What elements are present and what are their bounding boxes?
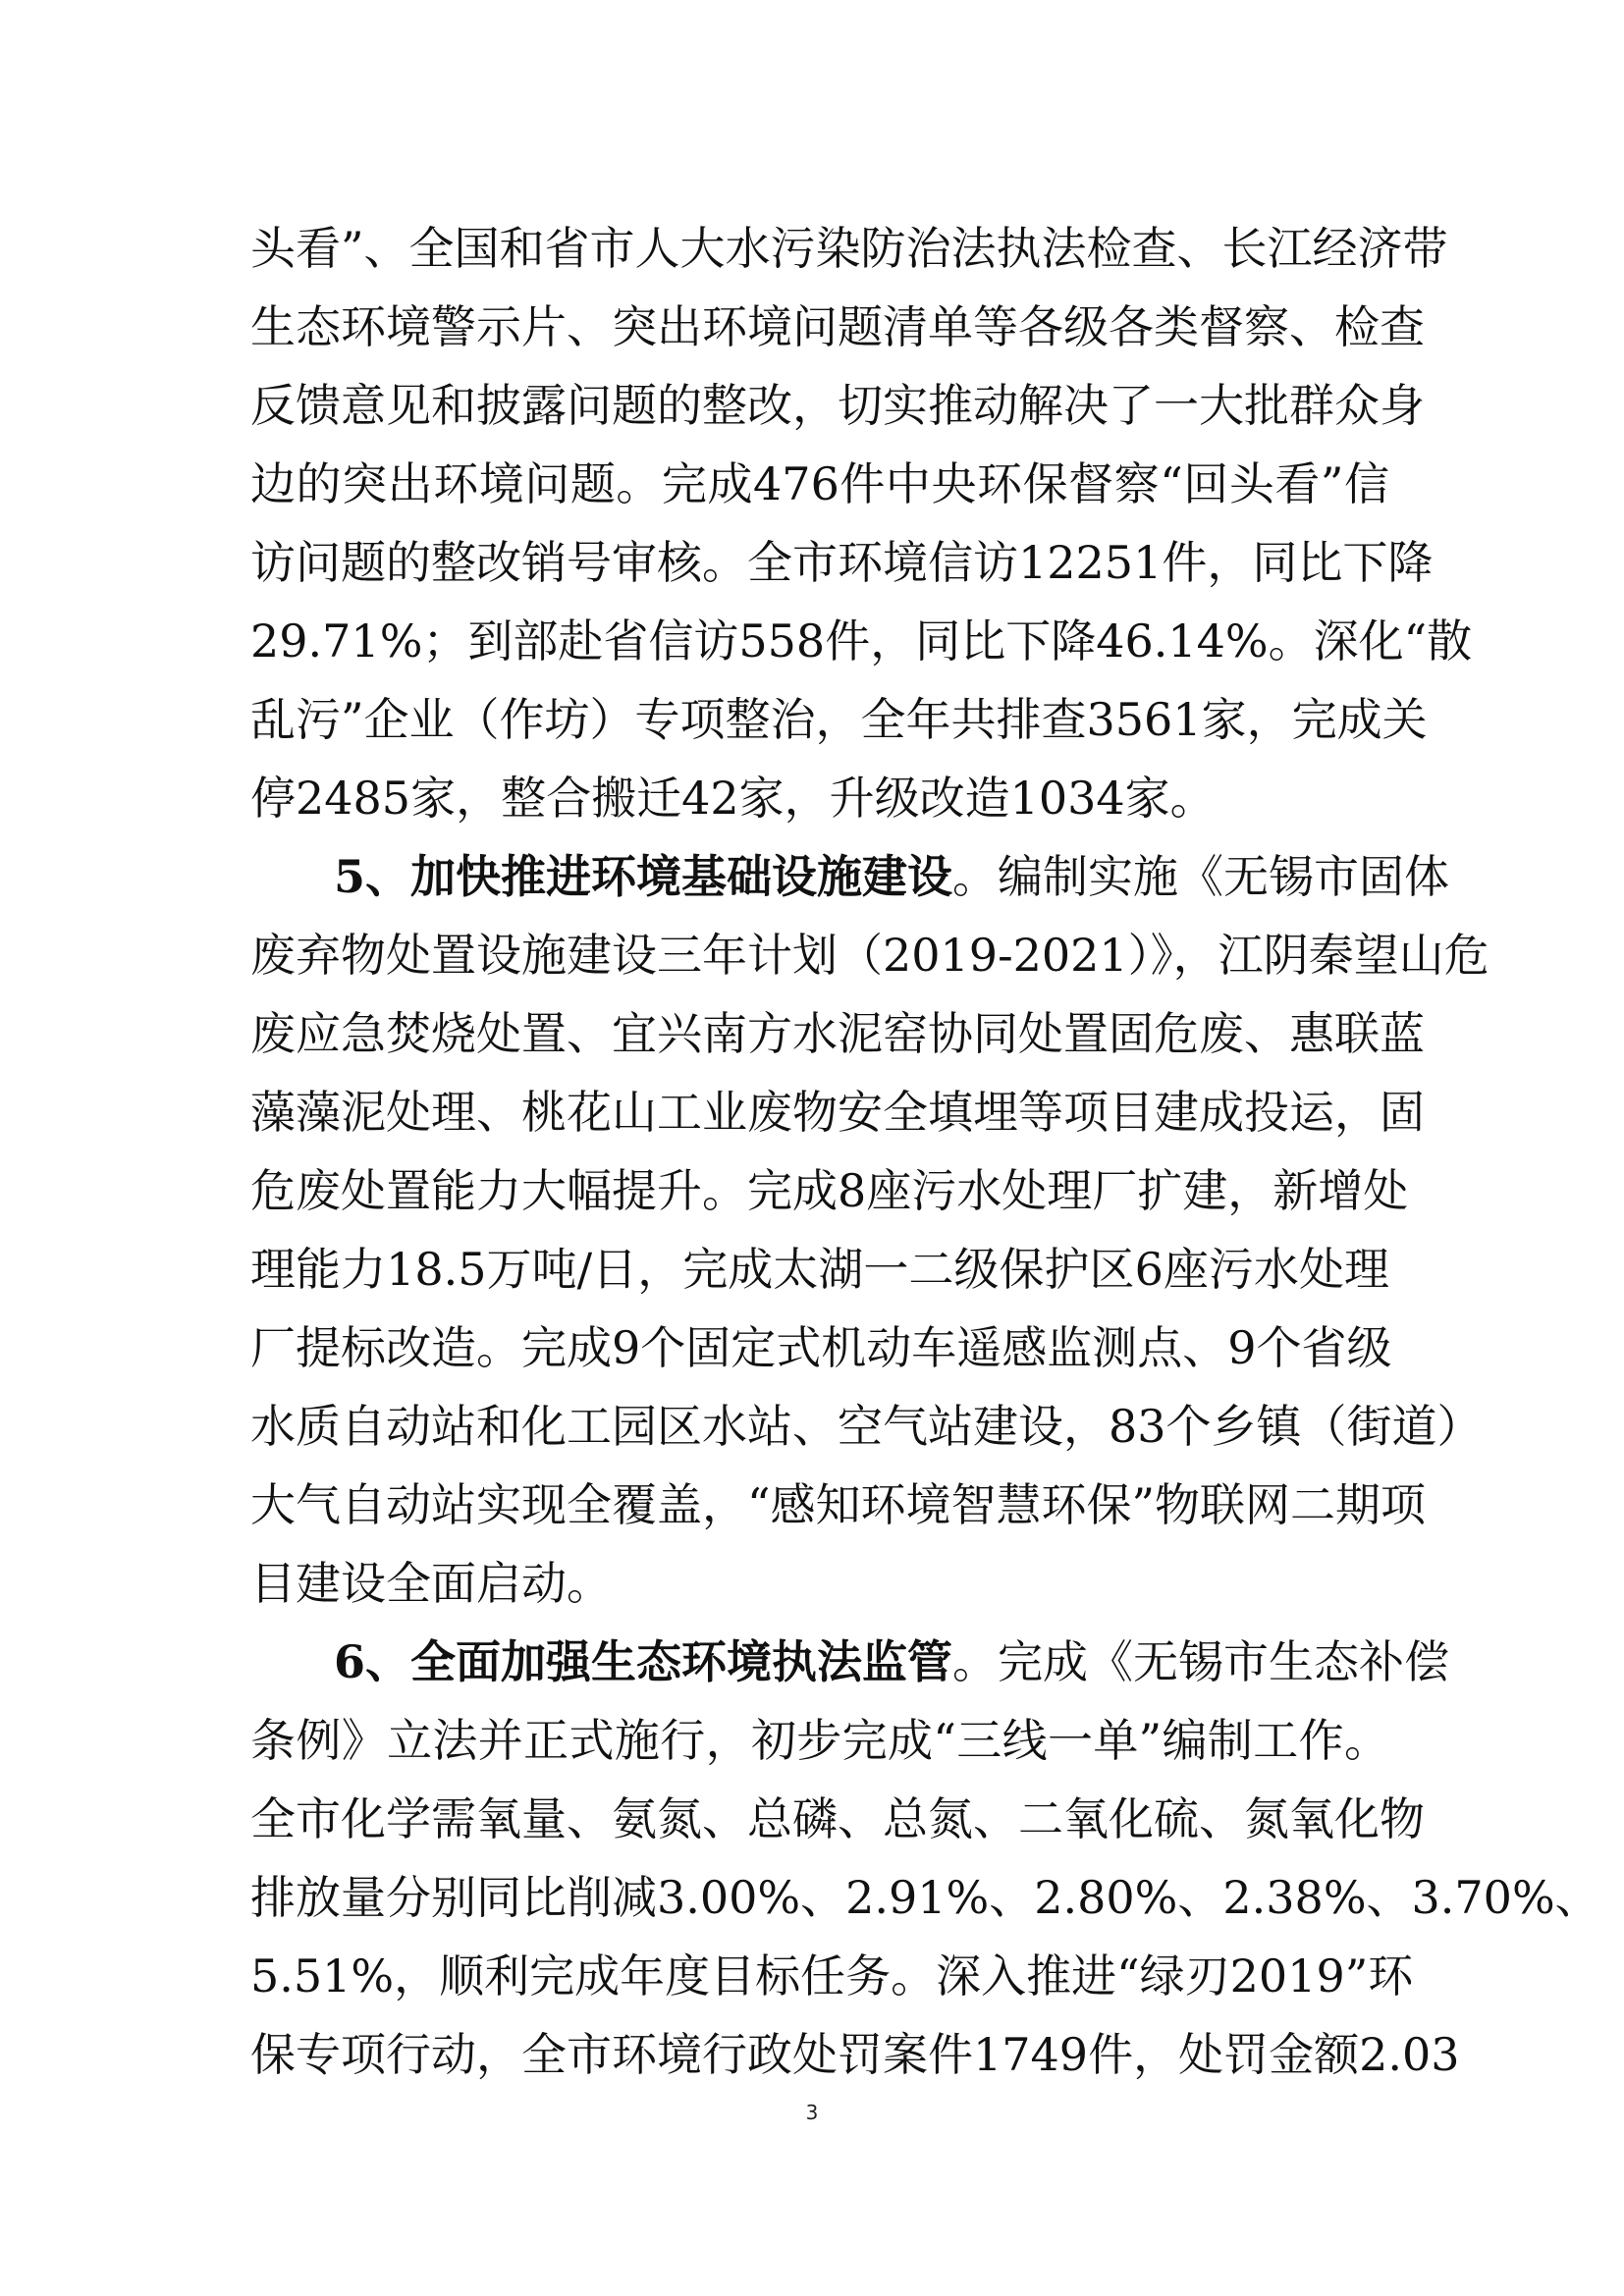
text-line: 目建设全面启动。 [250, 1557, 612, 1610]
text-line: 排放量分别同比削减3.00%、2.91%、2.80%、2.38%、3.70%、 [250, 1871, 1600, 1924]
section-heading: 5、加快推进环境基础设施建设 [334, 850, 953, 903]
paragraph-enforcement [250, 1623, 1600, 2094]
paragraph-infrastructure [250, 837, 1489, 1623]
text-line: 危废处置能力大幅提升。完成8座污水处理厂扩建，新增处 [250, 1164, 1409, 1217]
text-segment: 。编制实施《无锡市固体 [952, 850, 1450, 903]
text-line: 反馈意见和披露问题的整改，切实推动解决了一大批群众身 [250, 379, 1425, 432]
text-line: 废弃物处置设施建设三年计划（2019-2021）》，江阴秦望山危 [250, 929, 1489, 982]
text-segment: 。完成《无锡市生态补偿 [952, 1635, 1450, 1688]
text-line: 保专项行动，全市环境行政处罚案件1749件，处罚金额2.03 [250, 2028, 1460, 2081]
text-line: 全市化学需氧量、氨氮、总磷、总氮、二氧化硫、氮氧化物 [250, 1792, 1425, 1845]
text-line: 29.71%；到部赴省信访558件，同比下降46.14%。深化“散 [250, 614, 1473, 667]
text-line: 水质自动站和化工园区水站、空气站建设，83个乡镇（街道） [250, 1400, 1483, 1453]
text-line [250, 1623, 1450, 1701]
text-line: 废应急焚烧处置、宜兴南方水泥窑协同处置固危废、惠联蓝 [250, 1007, 1425, 1060]
text-line: 藻藻泥处理、桃花山工业废物安全填埋等项目建成投运，固 [250, 1086, 1425, 1139]
text-line: 大气自动站实现全覆盖，“感知环境智慧环保”物联网二期项 [250, 1478, 1427, 1531]
text-line: 乱污”企业（作坊）专项整治，全年共排查3561家，完成关 [250, 693, 1428, 746]
text-line: 生态环境警示片、突出环境问题清单等各级各类督察、检查 [250, 300, 1425, 353]
text-line [250, 837, 1450, 916]
page-number: 3 [805, 2101, 819, 2124]
text-line: 厂提标改造。完成9个固定式机动车遥感监测点、9个省级 [250, 1321, 1392, 1374]
text-line: 理能力18.5万吨/日，完成太湖一二级保护区6座污水处理 [250, 1243, 1389, 1296]
section-heading: 6、全面加强生态环境执法监管 [334, 1635, 953, 1688]
text-line: 边的突出环境问题。完成476件中央环保督察“回头看”信 [250, 457, 1389, 510]
text-line: 条例》立法并正式施行，初步完成“三线一单”编制工作。 [250, 1714, 1389, 1767]
document-body [250, 209, 1600, 2094]
text-line: 头看”、全国和省市人大水污染防治法执法检查、长江经济带 [250, 222, 1448, 275]
text-line: 停2485家，整合搬迁42家，升级改造1034家。 [250, 772, 1216, 825]
text-line: 访问题的整改销号审核。全市环境信访12251件，同比下降 [250, 536, 1434, 589]
text-line: 5.51%，顺利完成年度目标任务。深入推进“绿刃2019”环 [250, 1949, 1414, 2002]
paragraph-continued [250, 209, 1473, 837]
